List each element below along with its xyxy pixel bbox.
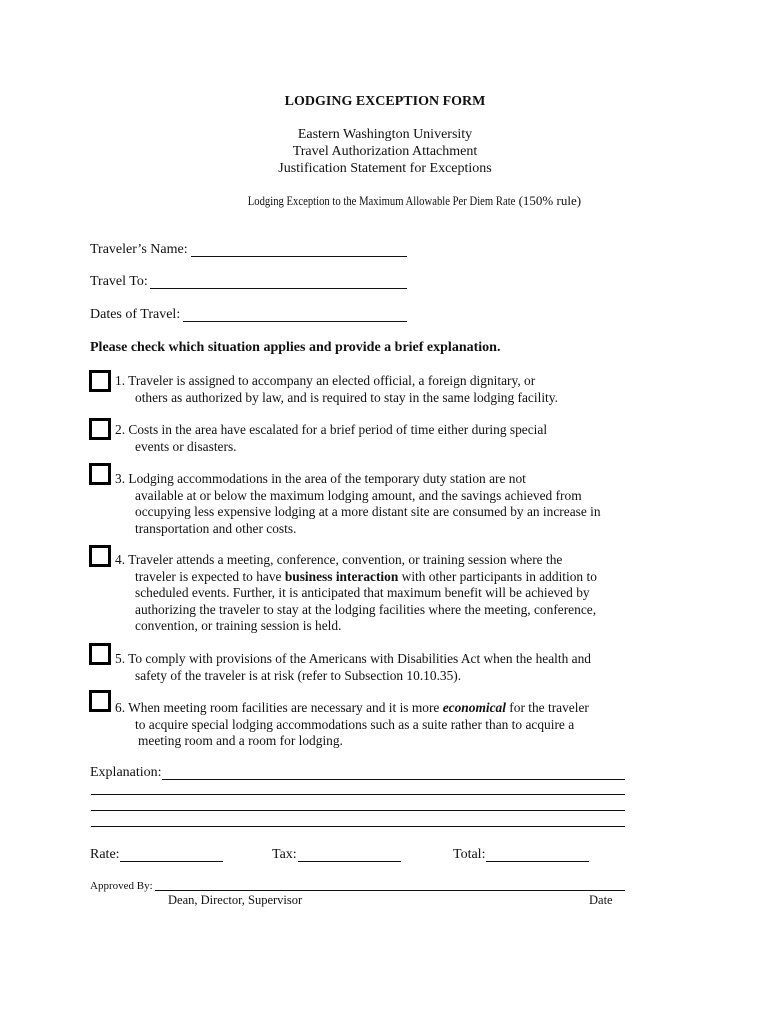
total-label: Total: [453,847,486,862]
dates-of-travel-label: Dates of Travel: [90,307,181,322]
rule-heading [0,193,770,209]
option-4-text: 4. Traveler attends a meeting, conference, convention, or training session where the traveler is expected to have business interaction with other participants in addition to scheduled events. Further, it is anticipated that maximum benefit will be achieved by authorizing the traveler to stay at the lodging facilities where the meeting, conference, convention, or training session is held. [115,552,597,633]
rate-field[interactable] [120,861,223,862]
tax-label: Tax: [272,847,297,862]
option-5-checkbox[interactable] [89,643,111,665]
signer-title: Dean, Director, Supervisor [168,893,303,907]
option-1-checkbox[interactable] [89,370,111,392]
rule-heading-text: Lodging Exception to the Maximum Allowable Per Diem Rate [247,193,516,208]
option-4-checkbox[interactable] [89,545,111,567]
rule-heading-paren: (150% rule) [518,193,582,208]
dates-of-travel-field[interactable] [183,321,407,322]
approved-by-signature-line[interactable] [155,890,625,891]
option-6-text: 6. When meeting room facilities are necessary and it is more economical for the traveler to acquire special lodging accommodations such as a suite rather than to acquire a meeting room and a room for lodging. [115,700,589,748]
option-6-checkbox[interactable] [89,690,111,712]
tax-field[interactable] [298,861,401,862]
option-5-text: 5. To comply with provisions of the Americans with Disabilities Act when the health and safety of the traveler is at risk (refer to Subsection 10.10.35). [115,651,591,683]
explanation-line-1[interactable] [162,779,625,780]
economical-emphasis: economical [442,700,506,715]
travel-to-label: Travel To: [90,274,148,289]
option-1-text: 1. Traveler is assigned to accompany an elected official, a foreign dignitary, or others as authorized by law, and is required to stay in the same lodging facility. [115,373,558,405]
business-interaction-emphasis: business interaction [284,568,399,584]
travelers-name-field[interactable] [191,256,407,257]
institution-name: Eastern Washington University [297,127,473,142]
date-label: Date [589,893,613,907]
explanation-line-3[interactable] [91,810,625,811]
rate-label: Rate: [90,847,120,862]
total-field[interactable] [486,861,589,862]
option-3-text: 3. Lodging accommodations in the area of the temporary duty station are not available at or below the maximum lodging amount, and the savings achieved from occupying less expensive lodging at a more distant site are consumed by an increase in transportation and other costs. [115,471,601,536]
explanation-line-4[interactable] [91,826,625,827]
travel-to-field[interactable] [150,288,407,289]
statement-subtitle: Justification Statement for Exceptions [278,161,492,176]
instruction-text: Please check which situation applies and provide a brief explanation. [90,340,501,355]
approved-by-label: Approved By: [90,880,153,892]
form-title: LODGING EXCEPTION FORM [284,94,486,109]
option-2-text: 2. Costs in the area have escalated for a brief period of time either during special events or disasters. [115,422,548,454]
explanation-line-2[interactable] [91,794,625,795]
option-3-checkbox[interactable] [89,463,111,485]
travelers-name-label: Traveler’s Name: [90,242,188,257]
explanation-label: Explanation: [90,765,162,780]
option-2-checkbox[interactable] [89,418,111,440]
attachment-subtitle: Travel Authorization Attachment [292,144,478,159]
